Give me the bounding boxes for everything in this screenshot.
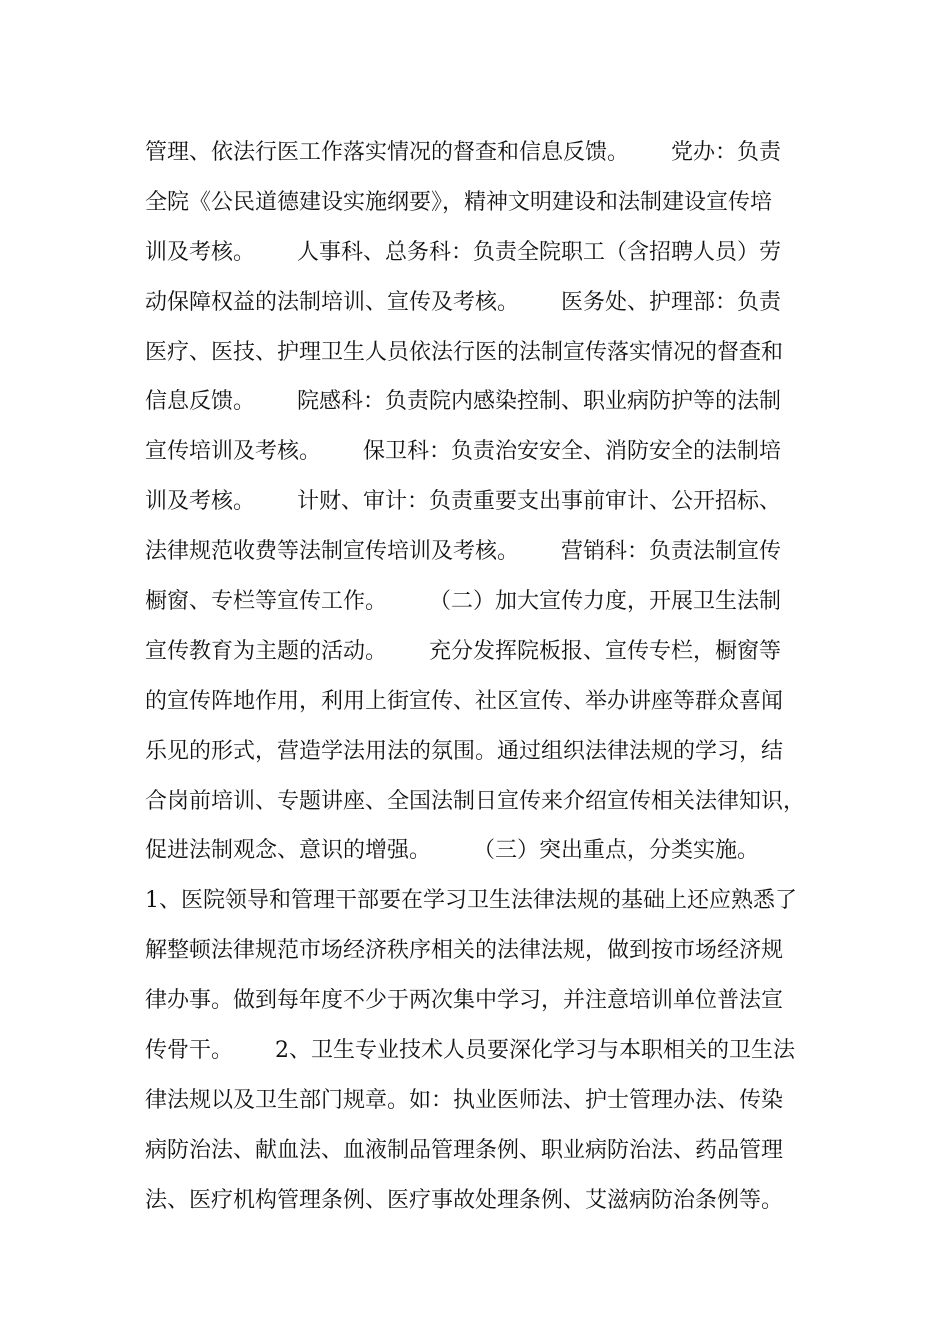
text-line: 宣传培训及考核。 保卫科：负责治安安全、消防安全的法制培 <box>145 439 781 465</box>
text-line: 乐见的形式，营造学法用法的氛围。通过组织法律法规的学习，结 <box>145 738 784 764</box>
text-line: 宣传教育为主题的活动。 充分发挥院板报、宣传专栏，橱窗等 <box>145 638 781 664</box>
text-line: 法律规范收费等法制宣传培训及考核。 营销科：负责法制宣传 <box>145 539 781 565</box>
text-line: 传骨干。 2、卫生专业技术人员要深化学习与本职相关的卫生法 <box>145 1038 795 1064</box>
text-line: 训及考核。 计财、审计：负责重要支出事前审计、公开招标、 <box>145 489 781 515</box>
text-line: 信息反馈。 院感科：负责院内感染控制、职业病防护等的法制 <box>145 389 781 415</box>
text-line: 律法规以及卫生部门规章。如：执业医师法、护士管理办法、传染 <box>145 1087 784 1113</box>
text-line: 动保障权益的法制培训、宣传及考核。 医务处、护理部：负责 <box>145 289 781 315</box>
text-line: 律办事。做到每年度不少于两次集中学习，并注意培训单位普法宣 <box>145 988 784 1014</box>
text-line: 训及考核。 人事科、总务科：负责全院职工（含招聘人员）劳 <box>145 239 781 265</box>
text-line: 医疗、医技、护理卫生人员依法行医的法制宣传落实情况的督查和 <box>145 339 784 365</box>
text-line: 橱窗、专栏等宣传工作。 （二）加大宣传力度，开展卫生法制 <box>145 589 781 615</box>
text-line: 的宣传阵地作用，利用上街宣传、社区宣传、举办讲座等群众喜闻 <box>145 688 784 714</box>
text-line: 解整顿法律规范市场经济秩序相关的法律法规，做到按市场经济规 <box>145 938 784 964</box>
text-line: 法、医疗机构管理条例、医疗事故处理条例、艾滋病防治条例等。 <box>145 1187 784 1213</box>
text-line: 病防治法、献血法、血液制品管理条例、职业病防治法、药品管理 <box>145 1137 784 1163</box>
text-line: 1、医院领导和管理干部要在学习卫生法律法规的基础上还应熟悉了 <box>145 888 797 914</box>
text-line: 全院《公民道德建设实施纲要》，精神文明建设和法制建设宣传培 <box>145 189 773 215</box>
text-line: 促进法制观念、意识的增强。 （三）突出重点，分类实施。 <box>145 838 759 864</box>
document-body <box>145 128 810 1226</box>
text-line: 管理、依法行医工作落实情况的督查和信息反馈。 党办：负责 <box>145 140 781 165</box>
text-line: 合岗前培训、专题讲座、全国法制日宣传来介绍宣传相关法律知识， <box>145 788 806 814</box>
